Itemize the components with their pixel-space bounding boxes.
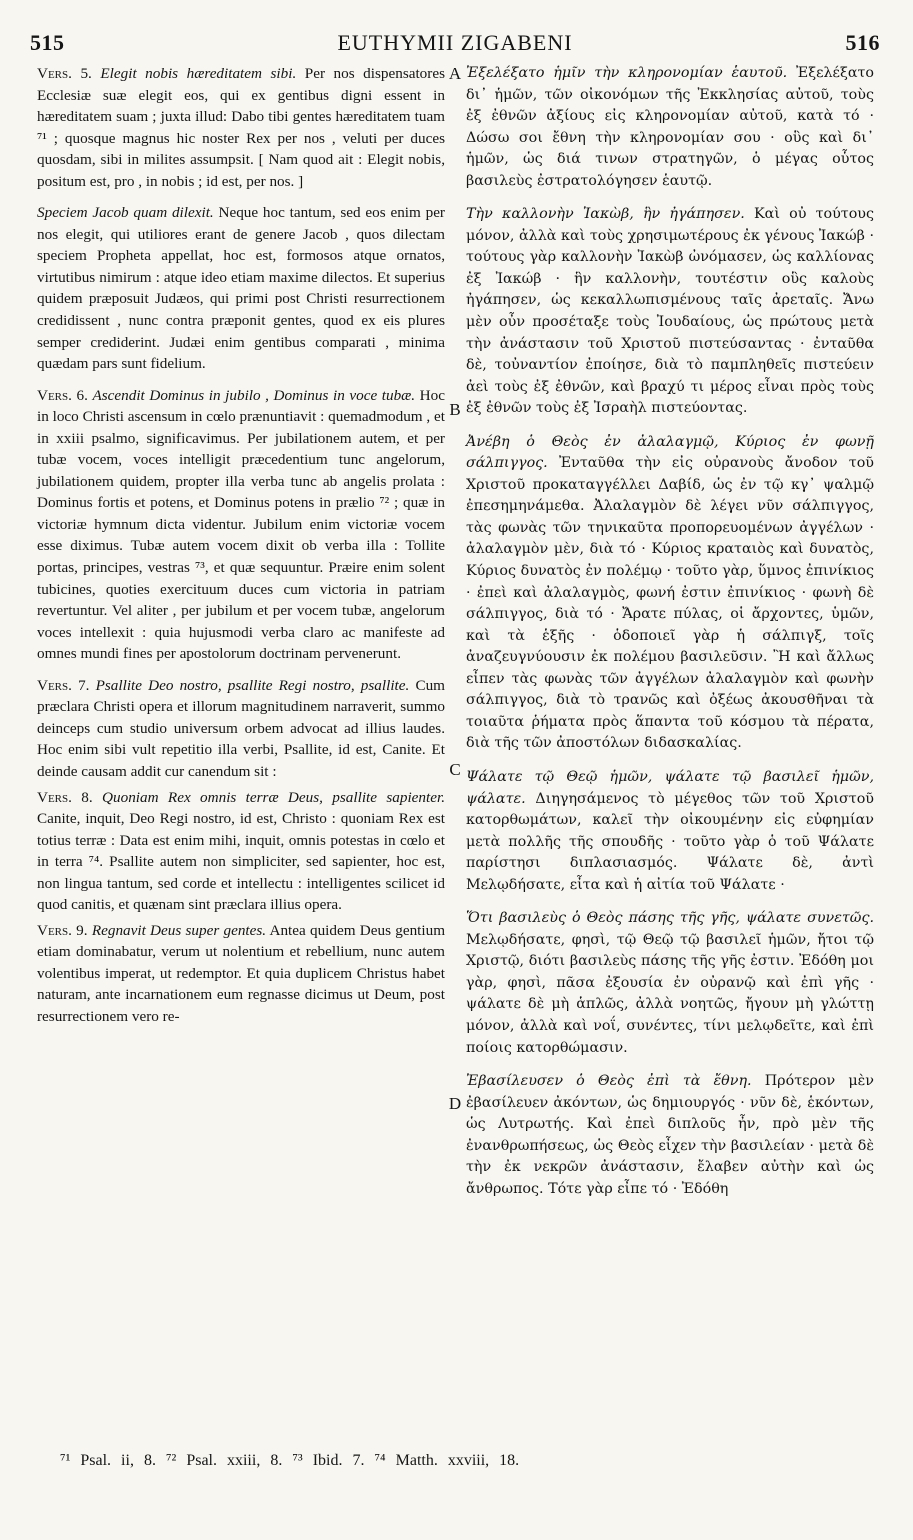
commentary-text: Ἐξελέξατο δι᾽ ἡμῶν, τῶν οἰκονόμων τῆς Ἐκκλησίας αὐτοῦ, τοὺς ἐξ ἐθνῶν ἀξίους εἰς κληρονομίαν αὐτοῦ, κατὰ τό · Δώσω σοι ἔθνη τὴν κληρονομίαν σου · οὓς καὶ δι᾽ ἡμῶν, ὡς διά τινων στρατηγῶν, ὁ μέγας οὗτος βασιλεὺς ἐστρατολόγησεν ἑαυτῷ. xyxy=(466,65,874,189)
verse-label: Vers. 9. xyxy=(37,921,88,939)
latin-paragraph xyxy=(37,675,445,783)
latin-paragraph xyxy=(37,385,445,665)
commentary-text: Canite, inquit, Deo Regi nostro, id est, Christo : quoniam Rex est totius terræ : Data est enim mihi, inquit, omnis potestas in cœlo et in terra ⁷⁴. Psallite autem non simpliciter, sed sapienter, hoc est, non lingua tantum, sed corde et intellectu : intelligentes scilicet id quod canitis, et quænam sint præclara illius opera. xyxy=(37,810,445,914)
page-number-left: 515 xyxy=(30,30,65,55)
commentary-text: Μελῳδήσατε, φησὶ, τῷ Θεῷ τῷ βασιλεῖ ἡμῶν, ἤτοι τῷ Χριστῷ, διότι βασιλεὺς πάσης τῆς γῆς ἐστιν. Ἐδόθη μοι γὰρ, φησὶ, πᾶσα ἐξουσία ἐν οὐρανῷ καὶ ἐπὶ γῆς · ψάλατε δὲ μὴ ἁπλῶς, ἀλλὰ νοητῶς, ἤγουν μὴ γλώττῃ μόνον, ἀλλὰ καὶ νοΐ, συνέντες, τίνι μελῳδεῖτε, καὶ ἐπὶ ποίοις κατορθώμασιν. xyxy=(466,931,874,1056)
verse-lemma: Ascendit Dominus in jubilo , Dominus in voce tubæ. xyxy=(92,386,416,404)
verse-label: Vers. 7. xyxy=(37,676,90,694)
verse-lemma: Τὴν καλλονὴν Ἰακὼβ, ἣν ἠγάπησεν. xyxy=(466,206,745,223)
latin-paragraph xyxy=(37,787,445,916)
greek-paragraph xyxy=(466,63,874,192)
commentary-text: Πρότερον μὲν ἐβασίλευεν ἀκόντων, ὡς δημιουργός · νῦν δὲ, ἑκόντων, ὡς Λυτρωτής. Καὶ ἐπεὶ διπλοῦς ἦν, πρὸ μὲν τῆς ἐνανθρωπήσεως, ὡς Θεὸς εἶχεν τὴν βασιλείαν · μετὰ δὲ τὴν ἐκ νεκρῶν ἀνάστασιν, ἔλαβεν αὐτὴν καὶ ὡς ἄνθρωπος. Τότε γὰρ εἶπε τό · Ἐδόθη xyxy=(466,1073,874,1197)
verse-lemma: Speciem Jacob quam dilexit. xyxy=(37,204,214,222)
verse-lemma: Ἐξελέξατο ἡμῖν τὴν κληρονομίαν ἑαυτοῦ. xyxy=(466,65,788,81)
page-number-right: 516 xyxy=(845,30,880,55)
verse-lemma: Elegit nobis hæreditatem sibi. xyxy=(100,65,297,82)
verse-lemma: Ἀνέβη ὁ Θεὸς ἐν ἀλαλαγμῷ, Κύριος ἐν φωνῇ σάλπιγγος. xyxy=(466,433,874,472)
latin-paragraph xyxy=(37,63,445,192)
commentary-text: Διηγησάμενος τὸ μέγεθος τῶν τοῦ Χριστοῦ κατορθωμάτων, καλεῖ τὴν οἰκουμένην εἰς εὐφημίαν μετὰ πολλῆς τῆς σπουδῆς · τοῦτο γὰρ ὁ τοῦ Ψάλατε παρίστησι διπλασιασμός. Ψάλατε δὲ, ἀντὶ Μελῳδήσατε, εἶτα καὶ ἡ αἰτία τοῦ Ψάλατε · xyxy=(466,790,874,893)
greek-paragraph xyxy=(466,1071,874,1200)
commentary-text: Hoc in loco Christi ascensum in cœlo prænuntiavit : quemadmodum , et in xxiii psalmo, significavimus. Per jubilationem autem, et per tubæ vocem, voces intelligit præcedentium tunc angelorum, jubilationem quidem, propter illa verba tunc ab angelis prolata : Dominus fortis et potens, et Dominus potens in prælio ⁷² ; quæ in victoriæ hymnum dicta videntur. Jubilum enim victoriæ vocem esse diximus. Tubæ autem vocem dixit ob verba illa : Tollite portas, principes, vestras ⁷³, et quæ sequuntur. Præire enim solent tubicines, quoties exercituum duces cum victoria in patriam revertuntur. Vel aliter , per jubilum et per vocem tubæ, angelorum voces intellexit : quia hujusmodi verba claro ac manifeste ad omnes mundi fines per apostolorum doctrinam pervenerunt. xyxy=(37,386,445,663)
latin-paragraph xyxy=(37,920,445,1028)
commentary-text: Neque hoc tantum, sed eos enim per nos elegit, qui utiliores erant de genere Jacob , quos dilectam speciem Propheta appellat, hoc est, formosos atque ornatos, virtutibus nimirum : atque ideo etiam maxime dilectos. Et superius quidem præposuit Judæos, qui primi post Christi resurrectionem credidissent , nunc contra præponit gentes, quod ex eis plures semper crediderint. Judæi enim gentibus comparati , minima quædam pars sunt fidelium. xyxy=(37,204,445,373)
greek-paragraph xyxy=(466,432,874,755)
verse-lemma: Ὅτι βασιλεὺς ὁ Θεὸς πάσης τῆς γῆς, ψάλατε συνετῶς. xyxy=(466,910,874,927)
margin-letter-d: D xyxy=(448,1094,462,1113)
greek-paragraph xyxy=(466,908,874,1059)
verse-label: Vers. 8. xyxy=(37,788,93,806)
greek-column xyxy=(466,63,874,1212)
verse-lemma: Psallite Deo nostro, psallite Regi nostro, psallite. xyxy=(95,676,410,694)
commentary-text: Καὶ οὐ τούτους μόνον, ἀλλὰ καὶ τοὺς χρησιμωτέρους ἐκ γένους Ἰακώβ · τούτους γὰρ καλλονὴν Ἰακὼβ ὠνόμασεν, ὡς καλλίονας ἐξ Ἰακώβ · ἣν καλλονὴν, τουτέστιν οὓς καλοὺς ἠγάπησεν, ὡς κεκαλλωπισμένους ταῖς ἀρεταῖς. Ἄνω μὲν οὖν προσέταξε τοὺς Ἰουδαίους, ὡς πρώτους μετὰ τὴν ἀνάστασιν τοῦ Χριστοῦ πιστεύσαντας · ἐνταῦθα δὲ, τοὐναντίον ἐποίησε, διὰ τὸ παμπληθεῖς πιστεύειν ἀεὶ τοὺς ἐξ ἐθνῶν, καὶ βραχύ τι μέρος εἶναι πρὸς τοὺς ἐξ ἐθνῶν τοὺς ἐξ Ἰσραὴλ πιστεύοντας. xyxy=(466,206,875,417)
margin-letter-b: B xyxy=(449,400,461,419)
greek-paragraph xyxy=(466,767,874,896)
commentary-text: Cum præclara Christi opera et illorum magnitudinem narraverit, summo deinceps cum studio universum orbem advocat ad illius laudes. Hoc enim sibi vult repetitio illa verbi, Psallite, id est, Canite. Et deinde causam addit cur canendum sit : xyxy=(37,676,445,780)
page-header xyxy=(30,30,880,60)
running-title: EUTHYMII ZIGABENI xyxy=(337,30,573,55)
verse-lemma: Ἐβασίλευσεν ὁ Θεὸς ἐπὶ τὰ ἔθνη. xyxy=(466,1073,752,1090)
verse-label: Vers. 5. xyxy=(37,65,92,82)
commentary-text: Per nos dispensatores Ecclesiæ suæ elegit eos, qui ex gentibus digni essent in hæreditatem suam ; juxta illud: Dabo tibi gentes hæreditatem tuam ⁷¹ ; quosque magnus hic noster Rex per nos , veluti per duces quosdam, sibi in milites assumpsit. [ Nam quod ait : Elegit nobis, positum est, pro , in nobis ; id est, per nos. ] xyxy=(37,65,445,190)
margin-letter-c: C xyxy=(449,760,461,779)
latin-paragraph xyxy=(37,202,445,374)
verse-label: Vers. 6. xyxy=(37,386,88,404)
verse-lemma: Ψάλατε τῷ Θεῷ ἡμῶν, ψάλατε τῷ βασιλεῖ ἡμῶν, ψάλατε. xyxy=(466,768,874,807)
verse-lemma: Regnavit Deus super gentes. xyxy=(91,921,267,939)
verse-lemma: Quoniam Rex omnis terræ Deus, psallite sapienter. xyxy=(102,788,445,806)
commentary-text: Antea quidem Deus gentium etiam dominabatur, verum ut nolentium et rebellium, nunc autem volentibus imperat, ut redemptor. Et quia duplicem Christus habet naturam, ante incarnationem eum regnasse dicimus ut Deum, post resurrectionem vero re- xyxy=(37,921,446,1025)
margin-letter-a: A xyxy=(448,64,462,83)
footnotes: ⁷¹ Psal. ii, 8. ⁷² Psal. xxiii, 8. ⁷³ Ibid. 7. ⁷⁴ Matth. xxviii, 18. xyxy=(60,1452,520,1469)
commentary-text: Ἐνταῦθα τὴν εἰς οὐρανοὺς ἄνοδον τοῦ Χριστοῦ προκαταγγέλλει Δαβίδ, ὡς ἐν τῷ κγ᾽ ψαλμῷ ἐπεσημηνάμεθα. Ἀλαλαγμὸν δὲ λέγει νῦν σάλπιγγος, τὰς φωνὰς τῶν τηνικαῦτα προπορευομένων ἀγγέλων · ἀλαλαγμὸν μὲν, διὰ τό · Κύριος κραταιὸς καὶ δυνατὸς, Κύριος δυνατὸς ἐν πολέμῳ · τοῦτο γὰρ, ὕμνος ἐπινίκιος · ἐπεὶ καὶ ἀλαλαγμὸς, φωνή ἐστιν ἐπινίκιος · φωνὴ δὲ σάλπιγγος, διὰ τό · Ἄρατε πύλας, οἱ ἄρχοντες, ὑμῶν, καὶ τὰ ἑξῆς · ὁδοποιεῖ γὰρ ἡ σάλπιγξ, τοῖς ἀναζευγνύουσιν ἐκ πολέμου βασιλεῦσιν. Ἢ καὶ ἄλλως εἶπεν τὰς φωνὰς τῶν ἀγγέλων ἀλαλαγμὸν καὶ φωνὴν σάλπιγγος, διὰ τὸ τρανῶς καὶ ὀξέως ἀκουσθῆναι τὰ τοιαῦτα ῥήματα πρὸς ἅπαντα τοῦ κόσμου τὰ πέρατα, διὰ τῆς τῶν ἀποστόλων διδασκαλίας. xyxy=(466,455,874,752)
latin-column xyxy=(37,63,445,1038)
greek-paragraph xyxy=(466,204,874,419)
